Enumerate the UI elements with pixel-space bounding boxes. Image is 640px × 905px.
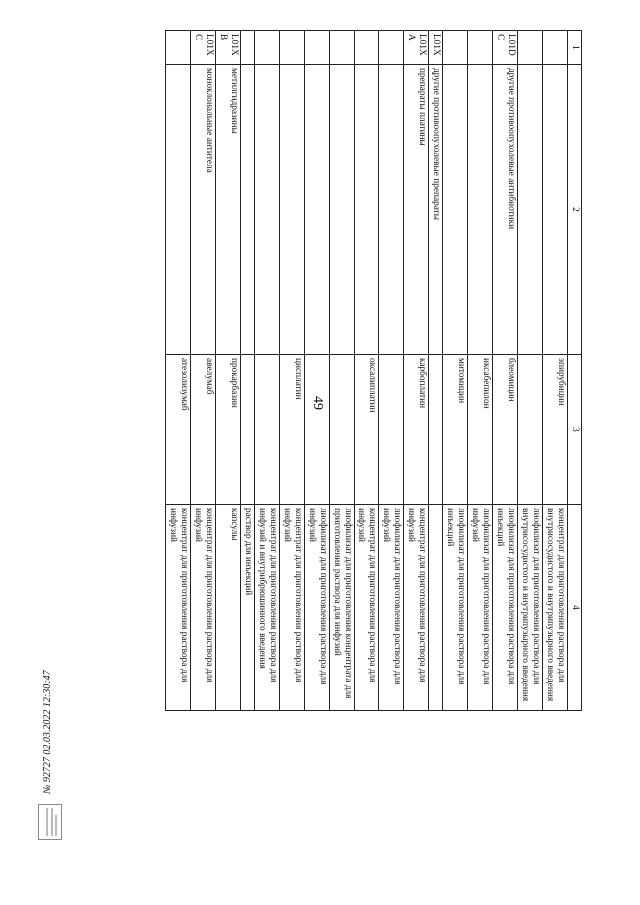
- cell-drug: [240, 355, 254, 505]
- cell-group: [468, 65, 493, 355]
- cell-form: лиофилизат для приготовления раствора для внутрисосудистого и внутрипузырного введения: [518, 505, 543, 711]
- cell-group: другие противоопухолевые препараты: [429, 65, 443, 355]
- cell-form: концентрат для приготовления раствора для инфузий: [279, 505, 304, 711]
- cell-group: [518, 65, 543, 355]
- cell-group: метилгидразины: [215, 65, 240, 355]
- cell-group: [240, 65, 254, 355]
- table-row: [354, 31, 379, 711]
- cell-group: [379, 65, 404, 355]
- cell-drug: [304, 355, 329, 505]
- table-row: [493, 31, 518, 711]
- cell-code: [354, 31, 379, 65]
- cell-code: L01X: [429, 31, 443, 65]
- page-number: 49: [310, 396, 325, 410]
- cell-code: [279, 31, 304, 65]
- cell-group: [329, 65, 354, 355]
- cell-form: [429, 505, 443, 711]
- cell-code: [304, 31, 329, 65]
- cell-group: моноклональные антитела: [190, 65, 215, 355]
- cell-drug: [518, 355, 543, 505]
- cell-code: [254, 31, 279, 65]
- table-row: [518, 31, 543, 711]
- drug-table: [165, 30, 582, 711]
- cell-code: [329, 31, 354, 65]
- cell-form: концентрат для приготовления раствора для инфузий: [404, 505, 429, 711]
- header-col-1: 1: [568, 31, 582, 65]
- table-row: [379, 31, 404, 711]
- cell-code: [543, 31, 568, 65]
- header-col-3: 3: [568, 355, 582, 505]
- cell-drug: цисплатин: [279, 355, 304, 505]
- footer: [34, 580, 164, 794]
- cell-group: [443, 65, 468, 355]
- header-col-4: 4: [568, 505, 582, 711]
- cell-code: [166, 31, 191, 65]
- cell-form: лиофилизат для приготовления раствора для инъекций: [493, 505, 518, 711]
- cell-form: концентрат для приготовления раствора для инфузий: [166, 505, 191, 711]
- cell-code: [518, 31, 543, 65]
- cell-group: [354, 65, 379, 355]
- cell-code: L01XA: [404, 31, 429, 65]
- cell-drug: [379, 355, 404, 505]
- table-row: [329, 31, 354, 711]
- cell-group: [543, 65, 568, 355]
- table-header-row: [568, 31, 582, 711]
- table-row: [254, 31, 279, 711]
- cell-form: концентрат для приготовления раствора для инфузий: [190, 505, 215, 711]
- cell-code: [240, 31, 254, 65]
- header-col-2: 2: [568, 65, 582, 355]
- table-row: [215, 31, 240, 711]
- cell-form: лиофилизат для приготовления раствора для инфузий: [468, 505, 493, 711]
- table-row: [304, 31, 329, 711]
- cell-form: лиофилизат для приготовления раствора для инъекций: [443, 505, 468, 711]
- cell-form: лиофилизат для приготовления концентрата для приготовления раствора для инфузий: [329, 505, 354, 711]
- cell-form: капсулы: [215, 505, 240, 711]
- cell-drug: [329, 355, 354, 505]
- table-row: [190, 31, 215, 711]
- document-reference: № 92727 02.03.2022 12:30:47: [42, 670, 53, 794]
- cell-group: [279, 65, 304, 355]
- cell-form: концентрат для приготовления раствора для инфузий и внутрибрюшинного введения: [254, 505, 279, 711]
- cell-form: раствор для инъекций: [240, 505, 254, 711]
- table-row: [429, 31, 443, 711]
- cell-drug: [254, 355, 279, 505]
- cell-group: [254, 65, 279, 355]
- cell-form: лиофилизат для приготовления раствора для инфузий: [379, 505, 404, 711]
- cell-drug: прокарбазин: [215, 355, 240, 505]
- cell-form: концентрат для приготовления раствора для внутрисосудистого и внутрипузырного введения: [543, 505, 568, 711]
- cell-drug: авелумаб: [190, 355, 215, 505]
- cell-drug: митомицин: [443, 355, 468, 505]
- cell-group: другие противоопухолевые антибиотики: [493, 65, 518, 355]
- cell-drug: оксалиплатин: [354, 355, 379, 505]
- cell-drug: атезолизумаб: [166, 355, 191, 505]
- table-row: [279, 31, 304, 711]
- table-row: [166, 31, 191, 711]
- cell-group: [304, 65, 329, 355]
- cell-code: [379, 31, 404, 65]
- cell-drug: [429, 355, 443, 505]
- cell-group: препараты платины: [404, 65, 429, 355]
- cell-drug: карбоплатин: [404, 355, 429, 505]
- table-row: [543, 31, 568, 711]
- cell-drug: эпирубицин: [543, 355, 568, 505]
- cell-form: концентрат для приготовления раствора для инфузий: [354, 505, 379, 711]
- stamp-logo: [38, 804, 62, 840]
- cell-form: лиофилизат для приготовления раствора для инфузий: [304, 505, 329, 711]
- table-row: [443, 31, 468, 711]
- cell-drug: блеомицин: [493, 355, 518, 505]
- cell-code: [468, 31, 493, 65]
- cell-code: [443, 31, 468, 65]
- cell-code: L01XB: [215, 31, 240, 65]
- table-row: [468, 31, 493, 711]
- table-row: [240, 31, 254, 711]
- cell-drug: иксабепилон: [468, 355, 493, 505]
- cell-group: [166, 65, 191, 355]
- cell-code: L01DC: [493, 31, 518, 65]
- table-row: [404, 31, 429, 711]
- cell-code: L01XC: [190, 31, 215, 65]
